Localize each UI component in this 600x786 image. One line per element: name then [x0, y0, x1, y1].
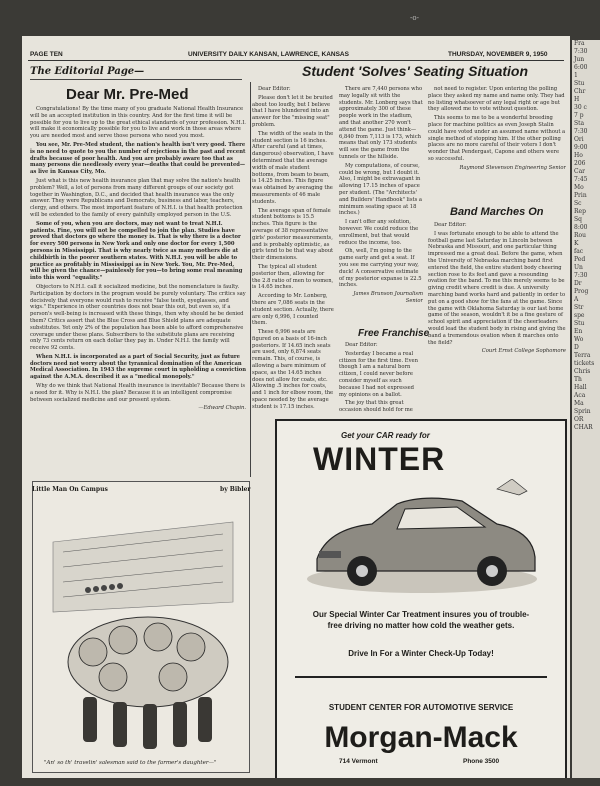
- strip-fragment: 206: [574, 160, 586, 167]
- strip-fragment: Sprin: [574, 408, 591, 415]
- strip-fragment: Chris: [574, 368, 591, 375]
- paragraph: The joy that this great occasion should hold for me: [339, 400, 413, 414]
- paragraph: When N.H.I. is incorporated as a part of Social Security, just as future doctors need not worry about the tyrannical domination of the American Medical Association. In 1943 the supreme court in upholding a conviction against the A.M.A. described it as a "medical monopoly.": [30, 353, 246, 381]
- strip-fragment: 9:00: [574, 144, 588, 151]
- signature: James Brunson Journalism Senior: [353, 291, 423, 304]
- editorial-signature: —Edward Chapin.: [198, 405, 246, 412]
- page-label: PAGE TEN: [30, 51, 63, 58]
- strip-fragment: Sc: [574, 200, 582, 207]
- column-rule: [250, 82, 251, 477]
- strip-fragment: Wo: [574, 336, 584, 343]
- strip-fragment: Mo: [574, 184, 584, 191]
- strip-fragment: Ho: [574, 152, 583, 159]
- cartoon-title: Little Man On Campus: [32, 486, 108, 493]
- strip-fragment: 7:30: [574, 128, 588, 135]
- ad-phone: Phone 3500: [463, 758, 500, 765]
- cartoon-panel: [32, 481, 250, 773]
- cartoon-drawing: [33, 482, 249, 772]
- ad-slogan: Get your CAR ready for: [341, 431, 430, 440]
- paragraph: The typical all student posterior then, allowing for the 2.8 ratio of men to women, is 14.65 inches.: [252, 263, 334, 291]
- strip-fragment: Sta: [574, 120, 585, 127]
- strip-fragment: fac: [574, 248, 584, 255]
- seating-letter-col2: [339, 86, 423, 321]
- paragraph: The average span of female student bottoms is 15.5 inches. This figure is the average of 38 representative girls' posterior measurements, and is probably optimistic, as girls tend to be that way about their dimensions.: [252, 207, 334, 262]
- paragraph: Dear Editor:: [345, 342, 378, 348]
- strip-fragment: A: [574, 296, 579, 303]
- strip-fragment: Jun: [574, 56, 585, 63]
- newspaper-page: [22, 36, 570, 778]
- adjacent-page-strip: [572, 40, 600, 778]
- strip-fragment: OR: [574, 416, 584, 423]
- strip-fragment: 7:30: [574, 48, 588, 55]
- car-illustration: [297, 479, 547, 599]
- strip-fragment: Hall: [574, 384, 587, 391]
- strip-fragment: Chr: [574, 88, 586, 95]
- franchise-continued: [428, 86, 566, 200]
- strip-fragment: Stu: [574, 80, 585, 87]
- strip-fragment: Ped: [574, 256, 586, 263]
- ad-business-name: Morgan-Mack: [324, 721, 518, 754]
- cartoon-caption: "An' so th' travelin' salesman said to the farmer's daughter—": [44, 760, 217, 766]
- paragraph: Congratulations! By the time many of you graduate National Health Insurance will be an accepted institution in this country. And for the first time it will be possible for you to live up to the great ethical standards of your profession. N.H.I. will make it economically possible for you to live and work in those areas where you are needed most and serve those persons who need you most.: [30, 106, 246, 140]
- strip-fragment: Th: [574, 376, 582, 383]
- seating-headline: Student 'Solves' Seating Situation: [302, 63, 529, 79]
- signature: Court Ernst College Sophomore: [481, 348, 566, 355]
- divider: [30, 79, 242, 80]
- strip-fragment: Stu: [574, 320, 585, 327]
- strip-fragment: Fra: [574, 40, 585, 47]
- strip-fragment: tickets: [574, 360, 595, 367]
- paragraph: Objectors to N.H.I. call it socialized medicine, but the nomenclature is faulty. Participation by doctors in the program would be purely voluntary. The critics say decisively that everyone would rush to receive "false teeth, eyeglasses, and wigs." Experience in other countries does not bear this out, but even so, if a person's well-being is increased with these things, then why should he be denied them? Critics assert that the Blue Cross and Blue Shield plans are adequate substitutes. Yet only 2% of the population has been able to afford comprehensive coverage under these plans. Subscribers to the substitute plans are receiving only 73 cents return on each dollar they pay in. Under N.H.I. the family will receive 92 cents.: [30, 283, 246, 352]
- cartoon-byline: by Bibler: [220, 486, 251, 493]
- strip-fragment: Prin: [574, 192, 587, 199]
- strip-fragment: Aca: [574, 392, 586, 399]
- page-number-top: -o-: [410, 14, 419, 22]
- strip-fragment: Ma: [574, 400, 584, 407]
- paragraph: This seems to me to be a wonderful breeding place for machine politics as even Joseph Stalin could have voted under an assumed name without a single method of stopping him. If the other polling places are no more careful of their voters I don't wonder that Pendergast, Capone and others were so successful.: [428, 115, 566, 162]
- strip-fragment: 7 p: [574, 112, 584, 119]
- paragraph: The width of the seats in the student section is 16 inches. After careful (and at times, dangerous) observation, I have determined that the average width of male student bottoms, from beam to beam, is 14.25 inches. This figure was obtained by averaging the measurements of 46 male students.: [252, 130, 334, 205]
- strip-fragment: H: [574, 96, 580, 103]
- strip-fragment: Prog: [574, 288, 589, 295]
- paragraph: These 6,996 seats are figured on a basis of 16-inch posteriors. If 14.65 inch seats are used, only 6,874 seats remain. This, of course, is allowing a bare minimum of space, as the 14.65 inches does not allow for coats, etc. Allowing .5 inches for coats, and 1 inch for elbow room, the space needed by the average student is 17.15 inches.: [252, 329, 334, 410]
- strip-fragment: 1: [574, 72, 578, 79]
- paragraph: Please don't let it be bruited about too loudly, but I believe that I have blundered into an answer for the "missing seat" problem.: [252, 94, 333, 128]
- strip-fragment: Sq: [574, 216, 582, 223]
- seating-letter-col1: [252, 86, 334, 411]
- paragraph: You see, Mr. Pre-Med student, the nation's health isn't very good. There is no need to quote to you the number of rejections in the past and recent drafts because of poor health. And you are probably aware too that as many persons die needlessly every year—deaths that could be prevented—as live in Kansas City, Mo.: [30, 141, 246, 176]
- editorial-section-title: The Editorial Page—: [30, 66, 145, 77]
- paragraph: I can't offer any solution, however. We could reduce the enrollment, but that would reduce the income, too.: [339, 219, 419, 246]
- band-headline: Band Marches On: [450, 206, 544, 218]
- ad-address: 714 Vermont: [339, 758, 378, 765]
- strip-fragment: D: [574, 344, 579, 351]
- ad-special-text: Our Special Winter Car Treatment insures you of trouble-free driving no matter how cold the weather gets.: [312, 610, 530, 630]
- ad-winter-headline: WINTER: [313, 441, 446, 477]
- strip-fragment: 6:00: [574, 64, 588, 71]
- strip-fragment: Ori: [574, 136, 584, 143]
- strip-fragment: spe: [574, 312, 585, 319]
- strip-fragment: CHAR: [574, 424, 593, 431]
- issue-date: THURSDAY, NOVEMBER 9, 1950: [448, 51, 548, 58]
- paragraph: Some of you, when you are doctors, may not want to treat N.H.I. patients. Fine, you will not be compelled to join the plan. Studies have proved that doctors go where the money is. That is why there is a doctor for every 500 persons in New York and only one doctor for every 1,500 persons in Mississippi. That is why nearly twice as many mothers die at childbirth in the poorer southern states. With N.H.I. you will be able to practice as profitably in Mississippi as in New York. You, Mr. Pre-Med, will be given the chance—painlessly for you—to bring some real meaning into this word "equality.": [30, 220, 243, 282]
- strip-fragment: Str: [574, 304, 584, 311]
- strip-fragment: En: [574, 328, 583, 335]
- strip-fragment: Dr: [574, 280, 582, 287]
- paragraph: Oh, well, I'm going to the game early and get a seat. If you see me carrying your way, duck! A conservative estimate of my posterior expanse is 22.5 inches.: [339, 248, 422, 289]
- signature: Raymond Stevenson Engineering Senior: [459, 164, 566, 171]
- paper-name: UNIVERSITY DAILY KANSAN, LAWRENCE, KANSAS: [188, 51, 349, 58]
- franchise-letter: [339, 342, 423, 414]
- editorial-headline: Dear Mr. Pre-Med: [66, 86, 189, 103]
- morgan-mack-advertisement: [275, 419, 567, 778]
- paragraph: Why do we think that National Health insurance is inevitable? Because there is a need for it. Why is N.H.I. the plan? Because it is an intelligent compromise between socialized medicine and our present system.: [30, 383, 246, 403]
- paragraph: Dear Editor:: [434, 222, 467, 228]
- paragraph: My computations, of course, could be wrong, but I doubt it. Also, I might be extravagant in allowing 17.15 inches of space per student. (The "Architects' and Builders' Handbook" lists a minimum seating space at 18 inches.): [339, 162, 422, 217]
- strip-fragment: Rep: [574, 208, 586, 215]
- strip-fragment: 7:45: [574, 176, 588, 183]
- strip-fragment: 8:00: [574, 224, 588, 231]
- masthead: [28, 51, 564, 61]
- strip-fragment: K: [574, 240, 579, 247]
- band-letter: [428, 222, 566, 412]
- paragraph: Dear Editor:: [258, 86, 291, 92]
- paragraph: Just what is this new health insurance plan that may solve the nation's health problem? Well, a lot of persons from many different groups of our society got together in Washington, D.C., and decided that health insurance was the only answer. They were Republicans and Democrats, business and labor, teachers, clergy, and others. The most important feature of N.H.I. is that health protection will be extended to the family of every gainfully employed person in the U.S.: [30, 177, 243, 218]
- strip-fragment: Terra: [574, 352, 591, 359]
- paragraph: Yesterday I became a real citizen for the first time. Even though I am a natural born citizen, I could never before consider myself as such because I had not expressed my opinions on a ballot.: [339, 350, 418, 398]
- strip-fragment: Rou: [574, 232, 586, 239]
- paragraph: According to Mr. Lonberg, there are 7,086 seats in the student section. Actually, there are only 6,996, I counted them.: [252, 293, 334, 327]
- strip-fragment: Un: [574, 264, 583, 271]
- franchise-headline: Free Franchise: [358, 328, 430, 339]
- ad-drive-in: Drive In For a Winter Check-Up Today!: [348, 649, 494, 658]
- strip-fragment: 30 c: [574, 104, 587, 111]
- strip-fragment: 7:30: [574, 272, 588, 279]
- divider: [295, 676, 547, 678]
- paragraph: not need to register. Upon entering the polling place they asked my name and name only. They had no listing whatsoever of any legal right or age but they allowed me to vote without question.: [428, 86, 565, 113]
- editorial-body: [30, 106, 246, 468]
- strip-fragment: Car: [574, 168, 586, 175]
- ad-service-center: STUDENT CENTER FOR AUTOMOTIVE SERVICE: [328, 703, 514, 712]
- paragraph: There are 7,440 persons who may legally sit with the students. Mr. Lonberg says that approximately 300 of these people work in the stadium, and that another 270 won't attend the game. Just think—6,840 from 7,113 is 173, which means that only 173 students will see the game from the tunnels or the hillside.: [339, 86, 423, 160]
- paragraph: I was fortunate enough to be able to attend the football game last Saturday in Lincoln between Nebraska and Missouri, and one particular thing impressed me a great deal. Before the game, when the University of Nebraska marching band first entered the field, the entire student body cheering section rose to its feet and gave a resounding ovation for the band. To me this merely seems to be giving credit where credit is due. A university marching band works hard and patiently in order to put on a good show for the fans at the game. Since the game with Oklahoma Saturday is our last home game of the season, wouldn't it be a fine gesture of school spirit and appreciation if the cheerleaders would lead the student body in rising and giving the band a tremendous ovation when it marches onto the field?: [428, 230, 566, 346]
